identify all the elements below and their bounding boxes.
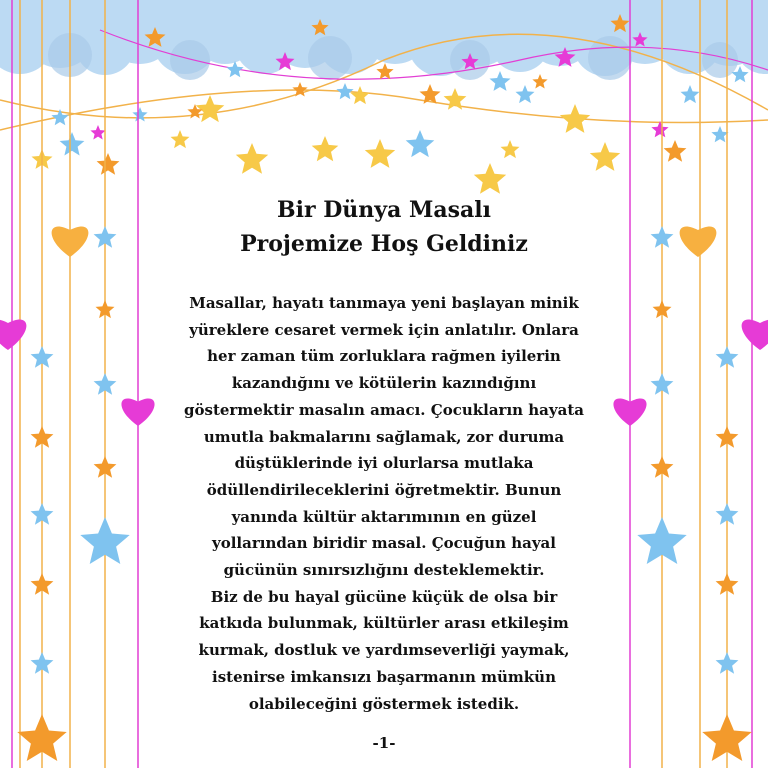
body-line: katkıda bulunmak, kültürler arası etkileşim — [199, 614, 569, 633]
garland-string — [0, 90, 768, 130]
star-icon — [132, 107, 147, 122]
body-line: gücünün sınırsızlığını desteklemektir. — [223, 561, 545, 580]
cloud-shape — [0, 0, 768, 48]
star-icon — [516, 85, 535, 103]
star-icon — [651, 121, 668, 137]
body-line: Masallar, hayatı tanımaya yeni başlayan minik — [189, 294, 579, 312]
star-icon — [474, 163, 506, 194]
body-line: düştüklerinde iyi olurlarsa mutlaka — [234, 454, 534, 473]
star-icon — [236, 143, 268, 174]
star-icon — [336, 83, 353, 99]
star-icon — [501, 140, 520, 158]
star-icon — [90, 125, 105, 140]
title-line-2: Projemize Hoş Geldiniz — [240, 231, 528, 257]
star-icon — [292, 82, 307, 97]
star-icon — [560, 104, 590, 133]
body-line: göstermektir masalın amacı. Çocukların hayata — [184, 400, 584, 419]
star-icon — [60, 132, 85, 156]
star-icon — [490, 71, 511, 91]
body-line: Biz de bu hayal gücüne küçük de olsa bir — [210, 587, 558, 606]
star-icon — [196, 95, 225, 122]
star-icon — [312, 136, 339, 161]
page-title — [0, 193, 768, 261]
title-line-1: Bir Dünya Masalı — [277, 197, 491, 223]
body-line: yanında kültür aktarımının en güzel — [231, 507, 537, 526]
star-icon — [664, 140, 687, 162]
star-icon — [711, 126, 728, 142]
heart-icon — [742, 319, 768, 350]
body-line: ödüllendirileceklerini öğretmektir. Bunun — [206, 480, 562, 499]
star-icon — [376, 63, 393, 79]
body-line: her zaman tüm zorluklara rağmen iyilerin — [207, 347, 561, 366]
body-line: kazandığını ve kötülerin kazındığını — [231, 374, 537, 393]
star-icon — [171, 130, 190, 148]
star-icon — [351, 86, 370, 104]
cloud-shape — [170, 40, 210, 80]
body-text — [135, 290, 633, 717]
star-icon — [365, 139, 395, 168]
star-icon — [590, 142, 620, 171]
body-line: yüreklere cesaret vermek için anlatılır. Onlara — [189, 320, 579, 339]
body-line: yollarından biridir masal. Çocuğun hayal — [212, 534, 556, 553]
star-icon — [97, 153, 120, 175]
star-icon — [406, 130, 435, 157]
body-line: umutla bakmalarını sağlamak, zor duruma — [203, 427, 565, 446]
cloud-shape — [308, 36, 352, 80]
body-line: kurmak, dostluk ve yardımseverliği yaymak, — [198, 641, 570, 660]
heart-icon — [0, 319, 26, 350]
body-line: istenirse imkansızı başarmanın mümkün — [212, 667, 556, 686]
body-line: olabileceğini göstermek istedik. — [248, 694, 520, 713]
page-number: -1- — [372, 734, 396, 752]
star-icon — [681, 85, 700, 103]
star-icon — [532, 74, 547, 89]
